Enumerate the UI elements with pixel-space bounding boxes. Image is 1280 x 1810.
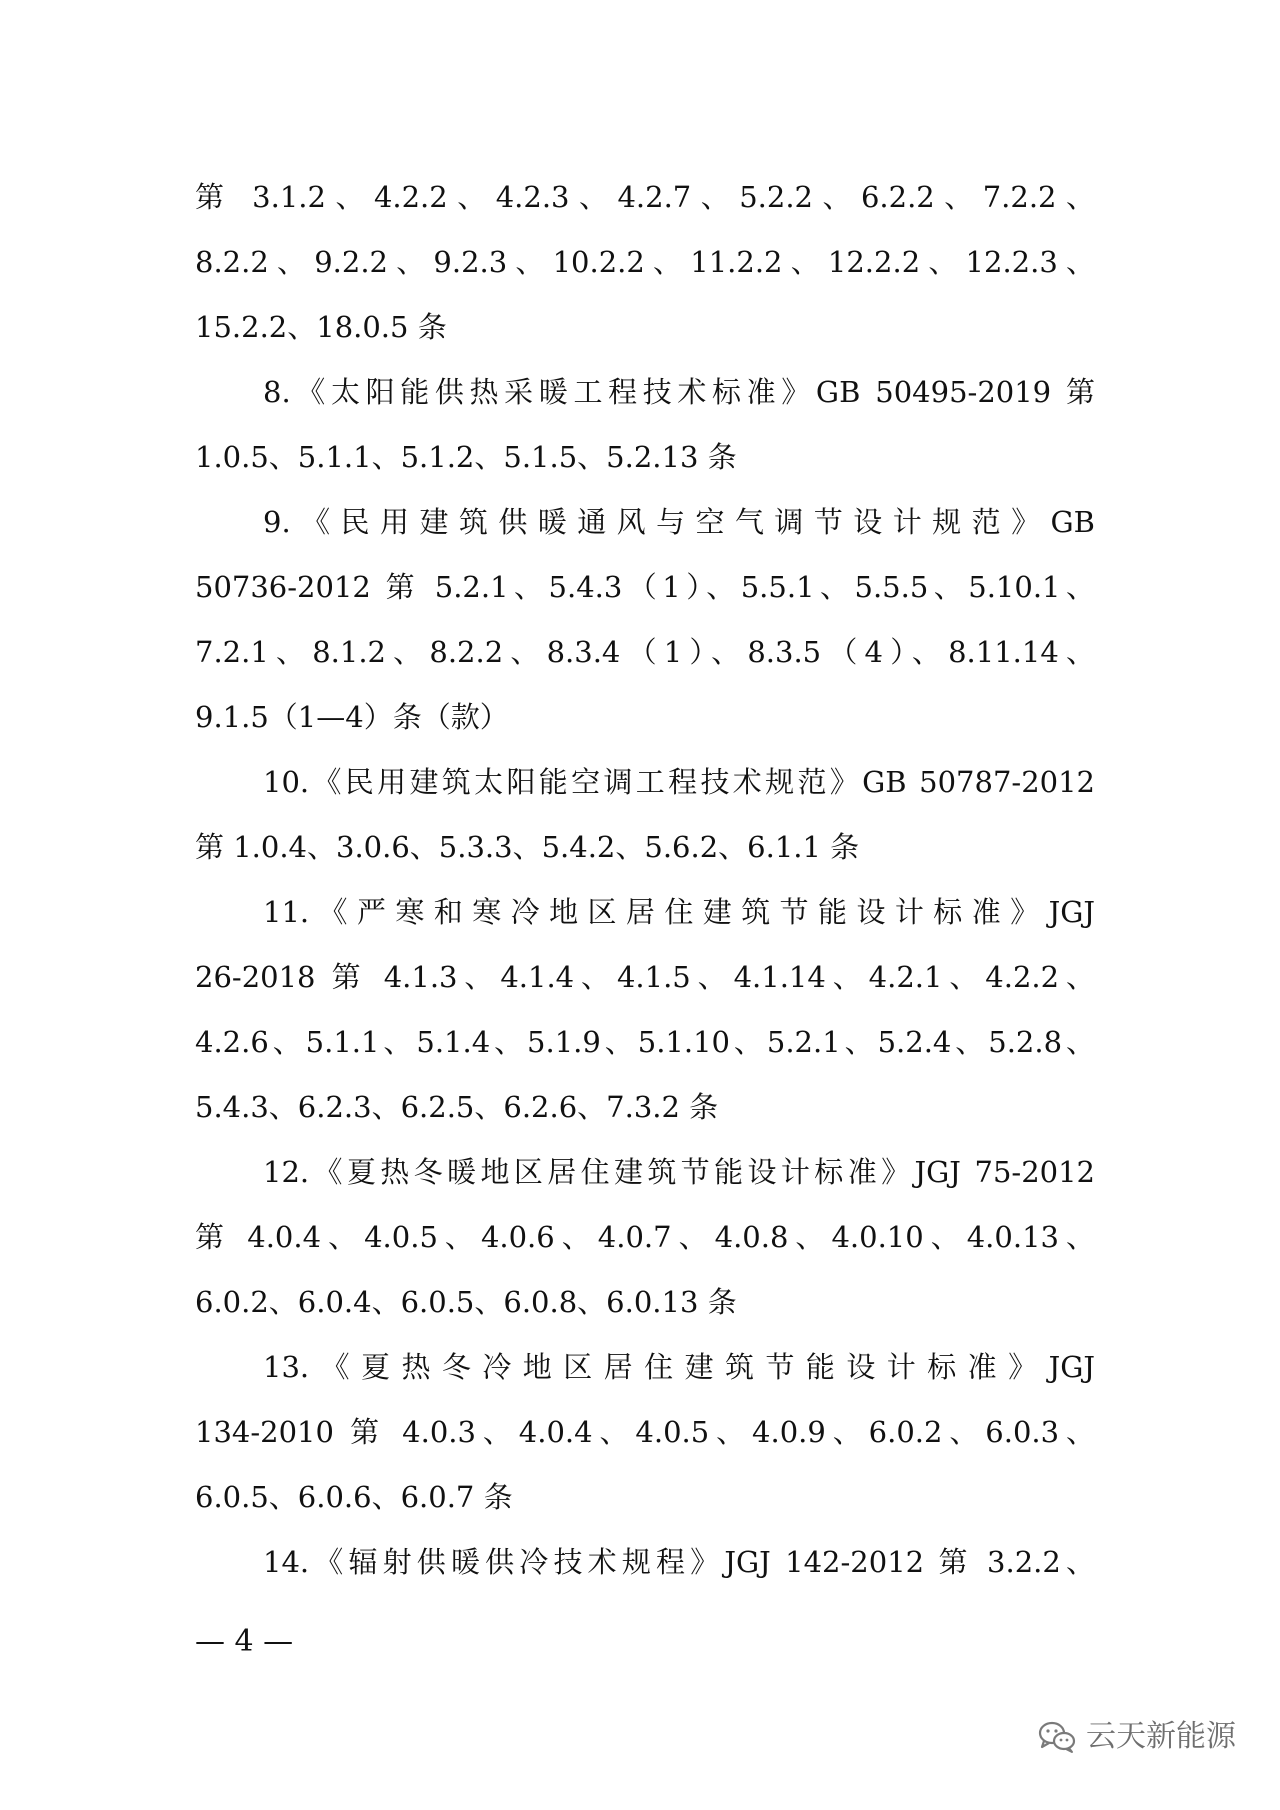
text-line: 13.《夏热冬冷地区居住建筑节能设计标准》JGJ [263,1350,1095,1384]
text-line: 134-2010 第 4.0.3、4.0.4、4.0.5、4.0.9、6.0.2、6.0.3、 [195,1415,1095,1449]
text-line: 6.0.2、6.0.4、6.0.5、6.0.8、6.0.13 条 [195,1285,737,1319]
watermark-text: 云天新能源 [1086,1719,1236,1754]
text-line: 14.《辐射供暖供冷技术规程》JGJ 142-2012 第 3.2.2、 [263,1545,1095,1579]
text-line: 5.4.3、6.2.3、6.2.5、6.2.6、7.3.2 条 [195,1090,719,1124]
text-line: 1.0.5、5.1.1、5.1.2、5.1.5、5.2.13 条 [195,440,737,474]
text-line: 12.《夏热冬暖地区居住建筑节能设计标准》JGJ 75-2012 [263,1155,1095,1189]
text-line: 26-2018 第 4.1.3、4.1.4、4.1.5、4.1.14、4.2.1、4.2.2、 [195,960,1095,994]
text-line: 11.《严寒和寒冷地区居住建筑节能设计标准》JGJ [263,895,1095,929]
text-line: 8.2.2、9.2.2、9.2.3、10.2.2、11.2.2、12.2.2、12.2.3、 [195,245,1095,279]
page-number: — 4 — [195,1624,294,1659]
text-line: 50736-2012 第 5.2.1、5.4.3（1）、5.5.1、5.5.5、5.10.1、 [195,570,1095,604]
text-line: 9.1.5（1—4）条（款） [195,700,509,734]
text-line: 10.《民用建筑太阳能空调工程技术规范》GB 50787-2012 [263,765,1095,799]
text-line: 第 3.1.2、4.2.2、4.2.3、4.2.7、5.2.2、6.2.2、7.2.2、 [195,180,1095,214]
text-line: 7.2.1、8.1.2、8.2.2、8.3.4（1）、8.3.5（4）、8.11.14、 [195,635,1095,669]
text-line: 第 4.0.4、4.0.5、4.0.6、4.0.7、4.0.8、4.0.10、4.0.13、 [195,1220,1095,1254]
watermark [1038,1712,1236,1762]
text-line: 8.《太阳能供热采暖工程技术标准》GB 50495-2019 第 [263,375,1095,409]
text-line: 15.2.2、18.0.5 条 [195,310,447,344]
text-line: 4.2.6、5.1.1、5.1.4、5.1.9、5.1.10、5.2.1、5.2.4、5.2.8、 [195,1025,1095,1059]
text-line: 第 1.0.4、3.0.6、5.3.3、5.4.2、5.6.2、6.1.1 条 [195,830,860,864]
wechat-icon [1038,1720,1076,1754]
body-text [195,165,1095,1595]
text-line: 6.0.5、6.0.6、6.0.7 条 [195,1480,513,1514]
text-line: 9.《民用建筑供暖通风与空气调节设计规范》GB [263,505,1095,539]
